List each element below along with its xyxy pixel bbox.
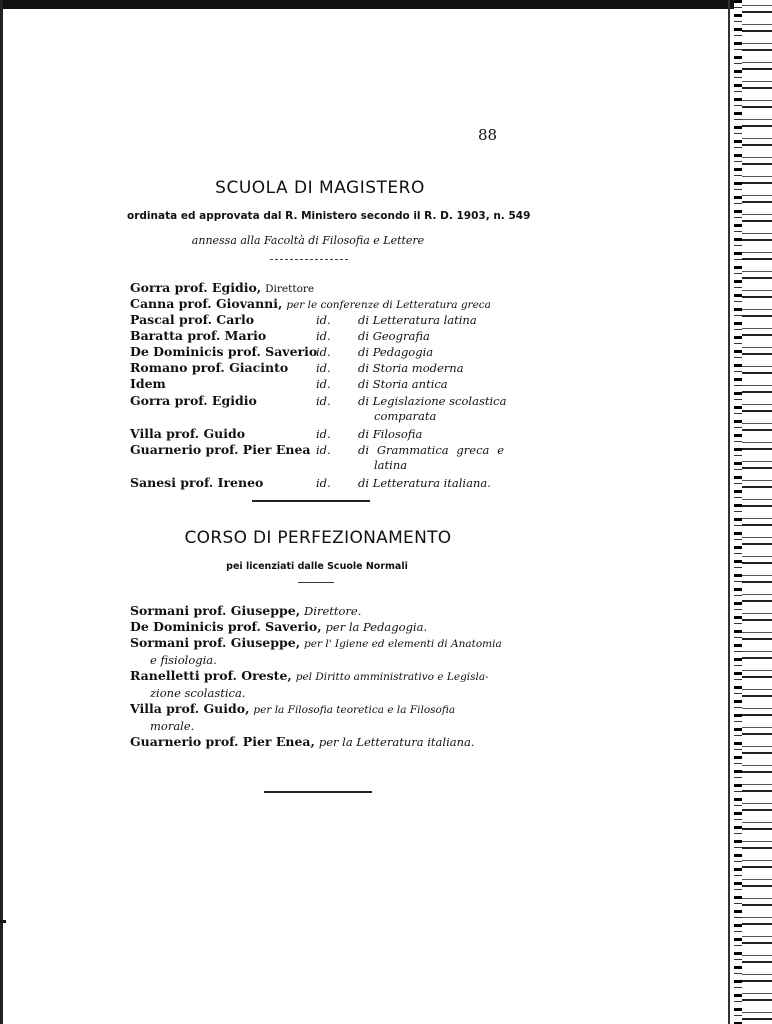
section-note-magistero: annessa alla Facoltà di Filosofia e Lettere <box>191 234 425 247</box>
staff-role: Direttore <box>265 283 315 295</box>
staff-row <box>130 635 502 650</box>
staff-role: pel Diritto amministrativo e Legisla- <box>295 671 489 683</box>
separator <box>252 500 370 502</box>
section-subtitle-perfezionamento: pei licenziati dalle Scuole Normali <box>226 561 408 572</box>
staff-name: Villa prof. Guido, <box>130 701 250 716</box>
staff-role: Direttore. <box>304 604 362 618</box>
id-mark: id. <box>316 377 331 391</box>
separator <box>270 259 348 260</box>
staff-name: Gorra prof. Egidio, <box>130 280 262 295</box>
staff-name: De Dominicis prof. Saverio, <box>130 619 322 634</box>
staff-name: Sormani prof. Giuseppe, <box>130 635 301 650</box>
staff-name: Baratta prof. Mario <box>130 328 267 343</box>
staff-row <box>130 701 455 716</box>
staff-role: per la Filosofia teoretica e la Filosofia <box>253 704 456 716</box>
page-number: 88 <box>478 126 498 144</box>
staff-role: per la Letteratura italiana. <box>318 735 475 749</box>
id-mark: id. <box>316 427 331 441</box>
staff-role: per l' Igiene ed elementi di Anatomia <box>304 638 502 650</box>
scan-mark <box>0 920 6 923</box>
staff-row <box>130 734 475 749</box>
scan-top-border <box>0 0 772 9</box>
subject: di Legislazione scolastica <box>358 394 507 408</box>
scan-right-edge <box>734 0 772 1024</box>
separator <box>298 582 334 583</box>
staff-name: Ranelletti prof. Oreste, <box>130 668 292 683</box>
id-mark: id. <box>316 329 331 343</box>
subject: di Geografia <box>358 329 430 343</box>
id-mark: id. <box>316 345 331 359</box>
id-mark: id. <box>316 313 331 327</box>
subject: di Pedagogia <box>358 345 434 359</box>
staff-name: Guarnerio prof. Pier Enea <box>130 442 311 457</box>
subject: di Storia moderna <box>358 361 464 375</box>
section-title-magistero: SCUOLA DI MAGISTERO <box>215 178 425 198</box>
page-edge-line <box>728 0 730 1024</box>
staff-role-continued: morale. <box>150 719 195 733</box>
subject: di Letteratura italiana. <box>358 476 491 490</box>
subject-continued: comparata <box>374 409 437 423</box>
subject-continued: latina <box>374 458 408 472</box>
staff-row <box>130 296 491 311</box>
subject: di Filosofia <box>358 427 423 441</box>
staff-row <box>130 280 314 295</box>
id-mark: id. <box>316 361 331 375</box>
staff-role-continued: zione scolastica. <box>150 686 246 700</box>
separator <box>264 791 372 793</box>
staff-role: per la Pedagogia. <box>325 620 428 634</box>
staff-name: Gorra prof. Egidio <box>130 393 257 408</box>
staff-name: Canna prof. Giovanni, <box>130 296 283 311</box>
subject: di Storia antica <box>358 377 448 391</box>
section-subtitle-magistero: ordinata ed approvata dal R. Ministero secondo il R. D. 1903, n. 549 <box>127 210 531 222</box>
scan-left-border <box>0 0 3 1024</box>
staff-name: Pascal prof. Carlo <box>130 312 255 327</box>
staff-role-continued: e fisiologia. <box>150 653 217 667</box>
staff-name: De Dominicis prof. Saverio <box>130 344 318 359</box>
staff-name: Sormani prof. Giuseppe, <box>130 603 301 618</box>
id-mark: id. <box>316 476 331 490</box>
staff-name: Villa prof. Guido <box>130 426 246 441</box>
subject: di Grammatica greca e <box>358 443 504 457</box>
section-title-perfezionamento: CORSO DI PERFEZIONAMENTO <box>184 528 452 548</box>
staff-name: Guarnerio prof. Pier Enea, <box>130 734 315 749</box>
staff-role: per le conferenze di Letteratura greca <box>286 299 491 311</box>
staff-row <box>130 668 489 683</box>
id-mark: id. <box>316 443 331 457</box>
subject: di Letteratura latina <box>358 313 477 327</box>
id-mark: id. <box>316 394 331 408</box>
staff-name: Romano prof. Giacinto <box>130 360 289 375</box>
staff-name: Sanesi prof. Ireneo <box>130 475 264 490</box>
staff-name: Idem <box>130 376 166 391</box>
staff-row <box>130 619 427 634</box>
staff-row <box>130 603 361 618</box>
